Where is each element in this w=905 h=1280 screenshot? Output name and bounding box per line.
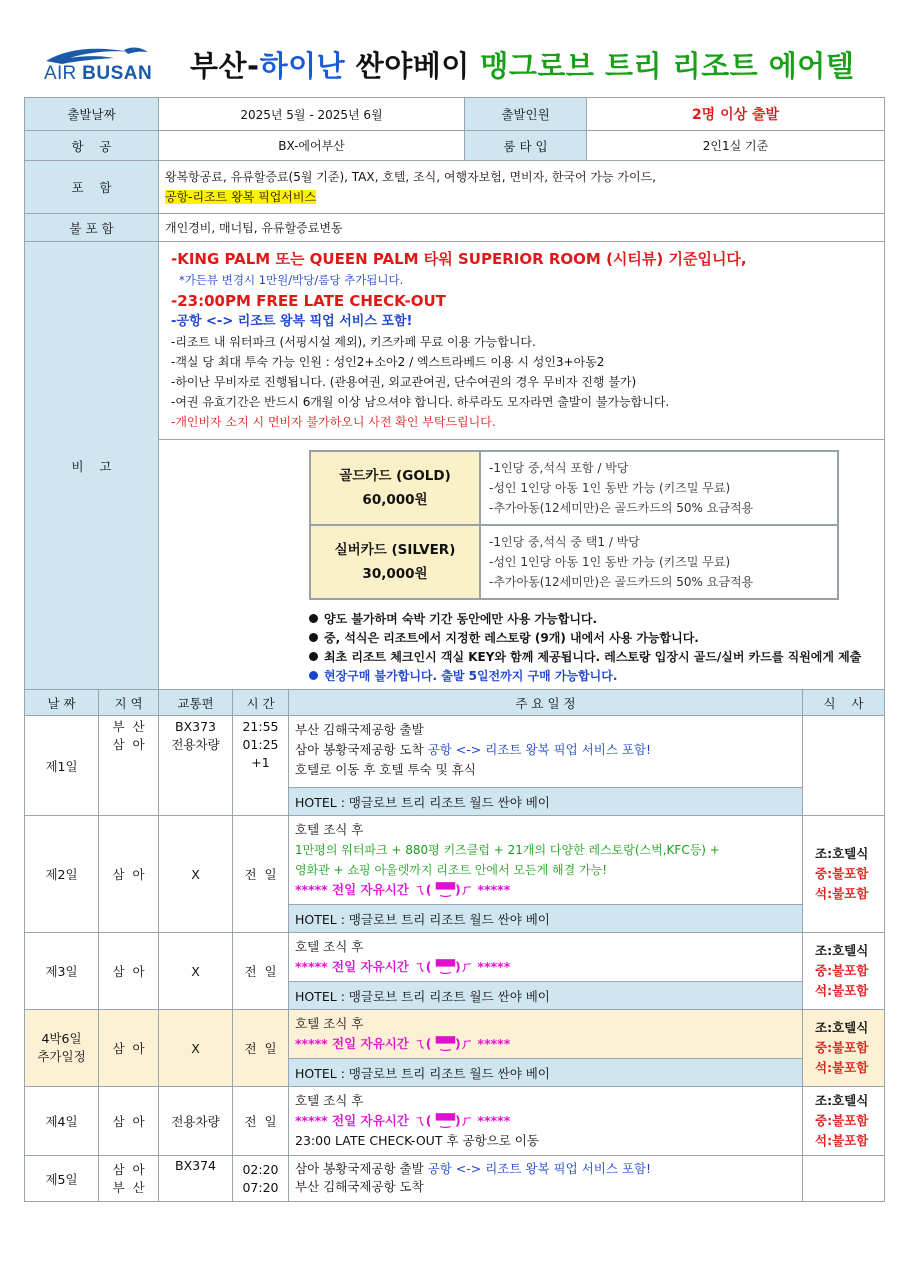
day-3-breakfast: 호텔 조식 후 [295, 939, 364, 954]
memo-line-visa: -하이난 무비자로 진행됩니다. (관용여권, 외교관여권, 단수여권의 경우 무비자 진행 불가) [171, 375, 637, 389]
day-3-free-time: ***** 전일 자유시간 ㄟ( ▀͜▀)ㄏ ***** [295, 959, 511, 974]
day-5-time: 02:20 07:20 [233, 1156, 289, 1202]
day-4-label: 제4일 [25, 1087, 99, 1156]
header-transport: 교통편 [159, 690, 233, 716]
logo-wordmark: AIR BUSAN [44, 63, 153, 84]
day-4-late-checkout: 23:00 LATE CHECK-OUT 후 공항으로 이동 [295, 1133, 539, 1148]
header-meal: 식 사 [803, 690, 885, 716]
airline-label: 항 공 [25, 131, 159, 161]
pax-label: 출발인원 [465, 98, 587, 131]
day-4-meals: 조:호텔식 중:불포함 석:불포함 [803, 1087, 885, 1156]
day-2-breakfast: 호텔 조식 후 [295, 822, 364, 837]
day-1-item-1: 부산 김해국제공항 출발 [295, 722, 424, 737]
extra-day-transport: X [159, 1010, 233, 1087]
include-highlight: 공항-리조트 왕복 픽업서비스 [165, 190, 317, 204]
day-1-label: 제1일 [25, 716, 99, 816]
day-2-meals: 조:호텔식 중:불포함 석:불포함 [803, 816, 885, 933]
header-itinerary: 주 요 일 정 [289, 690, 803, 716]
extra-day-itinerary [289, 1010, 803, 1059]
day-5-transport: BX374 [159, 1156, 233, 1202]
depart-date-value: 2025년 5월 - 2025년 6월 [159, 98, 465, 131]
card-notes [159, 606, 884, 690]
gold-card-name [310, 451, 480, 525]
card-note-2: 중, 석식은 리조트에서 지정한 레스토랑 (9개) 내에서 사용 가능합니다. [309, 629, 884, 648]
gold-card-title: 골드카드 (GOLD) [339, 468, 451, 484]
day-2-item-2: 영화관 + 쇼핑 아울렛까지 리조트 안에서 모든게 해결 가능! [295, 863, 607, 877]
header-region: 지 역 [99, 690, 159, 716]
page-header [0, 0, 905, 96]
header-time: 시 간 [233, 690, 289, 716]
meal-card-section [159, 440, 885, 691]
silver-card-name [310, 525, 480, 599]
day-1-hotel: HOTEL : 맹글로브 트리 리조트 월드 싼야 베이 [289, 788, 803, 816]
room-type-label: 룸 타 입 [465, 131, 587, 161]
extra-day-hotel: HOTEL : 맹글로브 트리 리조트 월드 싼야 베이 [289, 1059, 803, 1087]
gold-card-desc [480, 451, 838, 525]
silver-desc-3: -추가아동(12세미만)은 골드카드의 50% 요금적용 [489, 575, 754, 589]
day-5-item-2: 부산 김해국제공항 도착 [295, 1179, 424, 1194]
silver-card-title: 실버카드 (SILVER) [334, 542, 456, 558]
meal-card-table [309, 450, 839, 600]
gold-desc-2: -성인 1인당 아동 1인 동반 가능 (키즈밀 무료) [489, 481, 731, 495]
day-3-hotel: HOTEL : 맹글로브 트리 리조트 월드 싼야 베이 [289, 982, 803, 1010]
day-3-time: 전 일 [233, 933, 289, 1010]
memo-line-occupancy: -객실 당 최대 투숙 가능 인원 : 성인2+소아2 / 엑스트라베드 이용 시 성인3+아동2 [171, 355, 605, 369]
gold-card-price: 60,000원 [362, 492, 428, 508]
day-3-region: 삼 아 [99, 933, 159, 1010]
day-3-transport: X [159, 933, 233, 1010]
bullet-icon [309, 652, 318, 661]
silver-card-desc [480, 525, 838, 599]
exclude-value: 개인경비, 매너팁, 유류할증료변동 [159, 214, 885, 242]
day-2-label: 제2일 [25, 816, 99, 933]
day-5-label: 제5일 [25, 1156, 99, 1202]
day-4-transport: 전용차량 [159, 1087, 233, 1156]
header-date: 날 짜 [25, 690, 99, 716]
day-5-itinerary [289, 1156, 803, 1202]
memo-line-waterpark: -리조트 내 워터파크 (서핑시설 제외), 키즈카페 무료 이용 가능합니다. [171, 335, 536, 349]
day-2-item-1: 1만평의 워터파크 + 880평 키즈클럽 + 21개의 다양한 레스토랑(스벅,KFC등) + [295, 843, 720, 857]
day-4-itinerary [289, 1087, 803, 1156]
day-1-item-2: 삼아 봉황국제공항 도착 공항 <-> 리조트 왕복 픽업 서비스 포함! [295, 742, 652, 757]
memo-line-room: -KING PALM 또는 QUEEN PALM 타워 SUPERIOR ROOM (시티뷰) 기준입니다, [171, 250, 747, 268]
day-1-itinerary [289, 716, 803, 788]
day-4-time: 전 일 [233, 1087, 289, 1156]
bullet-icon [309, 671, 318, 680]
include-text: 왕복항공료, 유류할증료(5월 기준), TAX, 호텔, 조식, 여행자보험, 면비자, 한국어 가능 가이드, [165, 170, 657, 184]
memo-line-late-checkout: -23:00PM FREE LATE CHECK-OUT [171, 292, 446, 310]
memo-line-pickup: -공항 <-> 리조트 왕복 픽업 서비스 포함! [171, 314, 413, 329]
extra-day-label: 4박6일 추가일정 [25, 1010, 99, 1087]
memo-notes [159, 242, 885, 440]
day-2-free-time: ***** 전일 자유시간 ㄟ( ▀͜▀)ㄏ ***** [295, 882, 511, 897]
card-note-1: 양도 불가하며 숙박 기간 동안에만 사용 가능합니다. [309, 610, 884, 629]
depart-date-label: 출발날짜 [25, 98, 159, 131]
day-2-itinerary [289, 816, 803, 905]
page-title: 부산-하이난 싼야베이 맹그로브 트리 리조트 에어텔 [190, 49, 855, 83]
day-2-region: 삼 아 [99, 816, 159, 933]
day-1-item-3: 호텔로 이동 후 호텔 투숙 및 휴식 [295, 762, 476, 777]
air-busan-logo [40, 46, 152, 92]
day-5-item-1: 삼아 봉황국제공항 출발 공항 <-> 리조트 왕복 픽업 서비스 포함! [295, 1161, 652, 1176]
day-1-time: 21:55 01:25 +1 [233, 716, 289, 816]
gold-desc-3: -추가아동(12세미만)은 골드카드의 50% 요금적용 [489, 501, 754, 515]
bullet-icon [309, 633, 318, 642]
extra-day-time: 전 일 [233, 1010, 289, 1087]
bullet-icon [309, 614, 318, 623]
memo-line-passport: -여권 유효기간은 반드시 6개월 이상 남으셔야 합니다. 하루라도 모자라면 출발이 불가능합니다. [171, 395, 670, 409]
silver-desc-2: -성인 1인당 아동 1인 동반 가능 (키즈밀 무료) [489, 555, 731, 569]
extra-day-meals: 조:호텔식 중:불포함 석:불포함 [803, 1010, 885, 1087]
day-3-label: 제3일 [25, 933, 99, 1010]
day-2-transport: X [159, 816, 233, 933]
day-3-meals: 조:호텔식 중:불포함 석:불포함 [803, 933, 885, 1010]
day-4-breakfast: 호텔 조식 후 [295, 1093, 364, 1108]
day-4-region: 삼 아 [99, 1087, 159, 1156]
day-4-free-time: ***** 전일 자유시간 ㄟ( ▀͜▀)ㄏ ***** [295, 1113, 511, 1128]
extra-day-region: 삼 아 [99, 1010, 159, 1087]
memo-line-gardenview: *가든뷰 변경시 1만원/박당/룸당 추가됩니다. [179, 273, 404, 287]
card-note-3: 최초 리조트 체크인시 객실 KEY와 함께 제공됩니다. 레스토랑 입장시 골드/실버 카드를 직원에게 제출 [309, 648, 884, 667]
itinerary-table [24, 689, 885, 1202]
include-value [159, 161, 885, 214]
day-5-meals [803, 1156, 885, 1202]
day-2-hotel: HOTEL : 맹글로브 트리 리조트 월드 싼야 베이 [289, 905, 803, 933]
extra-day-breakfast: 호텔 조식 후 [295, 1016, 364, 1031]
day-2-time: 전 일 [233, 816, 289, 933]
include-label: 포 함 [25, 161, 159, 214]
day-1-transport: BX373 전용차량 [159, 716, 233, 816]
gold-desc-1: -1인당 중,석식 포함 / 박당 [489, 461, 629, 475]
silver-card-price: 30,000원 [362, 566, 428, 582]
memo-line-personal-visa: -개인비자 소지 시 면비자 불가하오니 사전 확인 부탁드립니다. [171, 415, 496, 429]
card-note-4: 현장구매 불가합니다. 출발 5일전까지 구매 가능합니다. [309, 667, 884, 686]
airline-value: BX-에어부산 [159, 131, 465, 161]
exclude-label: 불 포 함 [25, 214, 159, 242]
day-1-meals [803, 716, 885, 816]
day-5-region: 삼 아 부 산 [99, 1156, 159, 1202]
day-3-itinerary [289, 933, 803, 982]
extra-day-free-time: ***** 전일 자유시간 ㄟ( ▀͜▀)ㄏ ***** [295, 1036, 511, 1051]
room-type-value: 2인1실 기준 [587, 131, 885, 161]
memo-label: 비 고 [25, 242, 159, 691]
day-1-region: 부 산 삼 아 [99, 716, 159, 816]
tour-info-table [24, 97, 885, 691]
silver-desc-1: -1인당 중,석식 중 택1 / 박당 [489, 535, 640, 549]
pax-value: 2명 이상 출발 [587, 98, 885, 131]
